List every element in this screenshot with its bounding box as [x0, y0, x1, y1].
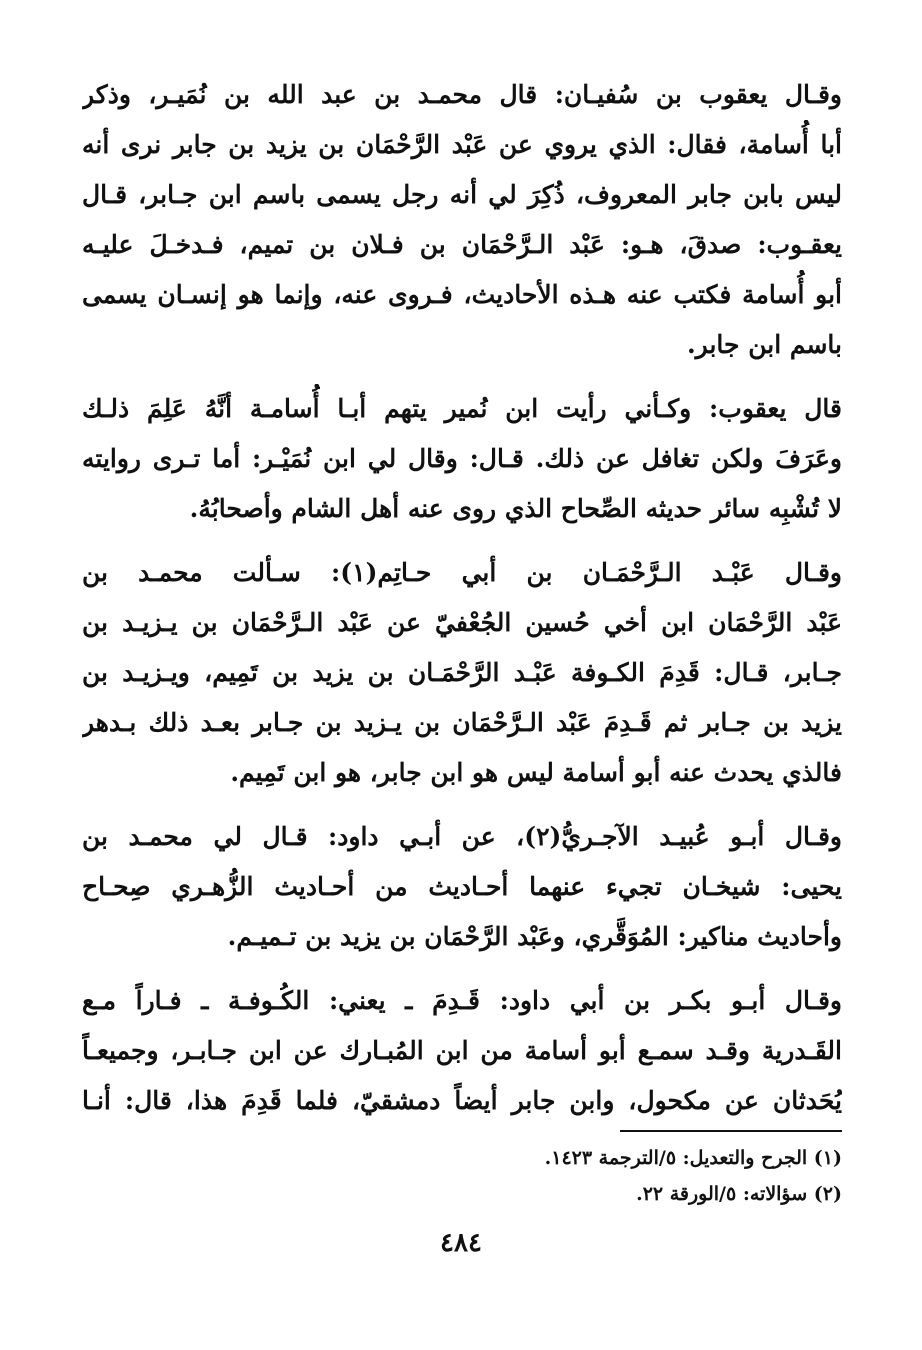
footnote: (١) الجرح والتعديل: ٥/الترجمة ١٤٢٣.	[544, 1147, 842, 1169]
text-line: أبو أُسامة فكتب عنه هـذه الأحاديث، فـروى عنه، وإنما هو إنسـان يسمى	[82, 280, 842, 309]
text-line: وقـال أبـو عُبيـد الآجـريُّ(٢)، عن أبـي داود: قـال لي محمـد بن	[82, 822, 842, 851]
text-line: فالذي يحدث عنه أبو أسامة ليس هو ابن جابر، هو ابن تَمِيم.	[230, 758, 842, 787]
text-line: جـابر، قـال: قَدِمَ الكـوفة عَبْـد الرَّحْمَـان بن يزيد بن تَمِيم، ويـزيـد بن	[82, 658, 842, 687]
paragraph	[82, 70, 842, 370]
text-line: وعَرَفَ ولكن تغافل عن ذلك. قـال: وقال لي ابن نُمَيْـر: أما تـرى روايته	[82, 444, 842, 473]
paragraph	[82, 384, 842, 534]
page-number: ٤٨٤	[440, 1228, 482, 1258]
text-line: يزيد بن جـابر ثم قَـدِمَ عَبْد الـرَّحْمَان بن يـزيد بن جـابر بعـد ذلك بـدهر	[82, 708, 842, 737]
paragraph	[82, 976, 842, 1126]
text-line: وقـال يعقوب بن سُفيـان: قال محمـد بن عبد الله بن نُمَيـر، وذكر	[82, 80, 842, 109]
text-line: لا تُشْبِه سائر حديثه الصِّحاح الذي روى عنه أهل الشام وأصحابُهُ.	[189, 494, 842, 523]
footnotes	[82, 1122, 842, 1212]
text-line: باسم ابن جابر.	[686, 330, 842, 359]
main-text	[82, 70, 842, 1140]
paragraph	[82, 548, 842, 798]
text-line: يعقـوب: صدقَ، هـو: عَبْد الـرَّحْمَان بن فـلان بن تميم، فـدخـلَ عليـه	[82, 230, 842, 259]
footnote: (٢) سؤالاته: ٥/الورقة ٢٢.	[636, 1183, 842, 1205]
text-line: القَـدرية وقـد سمـع أبو أسامة من ابن المُبـارك عن ابن جـابـر، وجميعـاً	[82, 1036, 842, 1065]
text-line: يحيى: شيخـان تجيء عنهما أحـاديث من أحـاديث الزُّهـري صِحـاح	[82, 872, 842, 901]
text-line: وقـال عَبْـد الـرَّحْمَـان بن أبي حـاتِم(١): سـألت محمـد بن	[82, 558, 842, 587]
text-line: أبا أُسامة، فقال: الذي يروي عن عَبْد الرَّحْمَان بن يزيد بن جابر نرى أنه	[82, 130, 842, 159]
text-line: وأحاديث مناكير: المُوَقَّري، وعَبْد الرَّحْمَان بن يزيد بن تـميـم.	[227, 922, 842, 951]
paragraph	[82, 812, 842, 962]
footnote-separator	[620, 1130, 842, 1132]
text-line: ليس بابن جابر المعروف، ذُكِرَ لي أنه رجل يسمى باسم ابن جـابر، قـال	[82, 180, 842, 209]
text-line: يُحَدثان عن مكحول، وابن جابر أيضاً دمشقيّ، فلما قَدِمَ هذا، قال: أنـا	[82, 1086, 842, 1115]
text-line: قال يعقوب: وكـأني رأيت ابن نُمير يتهم أبـا أُسامـة أنَّهُ عَلِمَ ذلـك	[82, 394, 842, 423]
text-line: وقـال أبـو بكـر بن أبي داود: قَـدِمَ ـ يعني: الكُـوفـة ـ فـاراً مـع	[82, 986, 842, 1015]
text-line: عَبْد الرَّحْمَان ابن أخي حُسين الجُعْفيّ عن عَبْد الـرَّحْمَان بن يـزيـد بن	[82, 608, 842, 637]
